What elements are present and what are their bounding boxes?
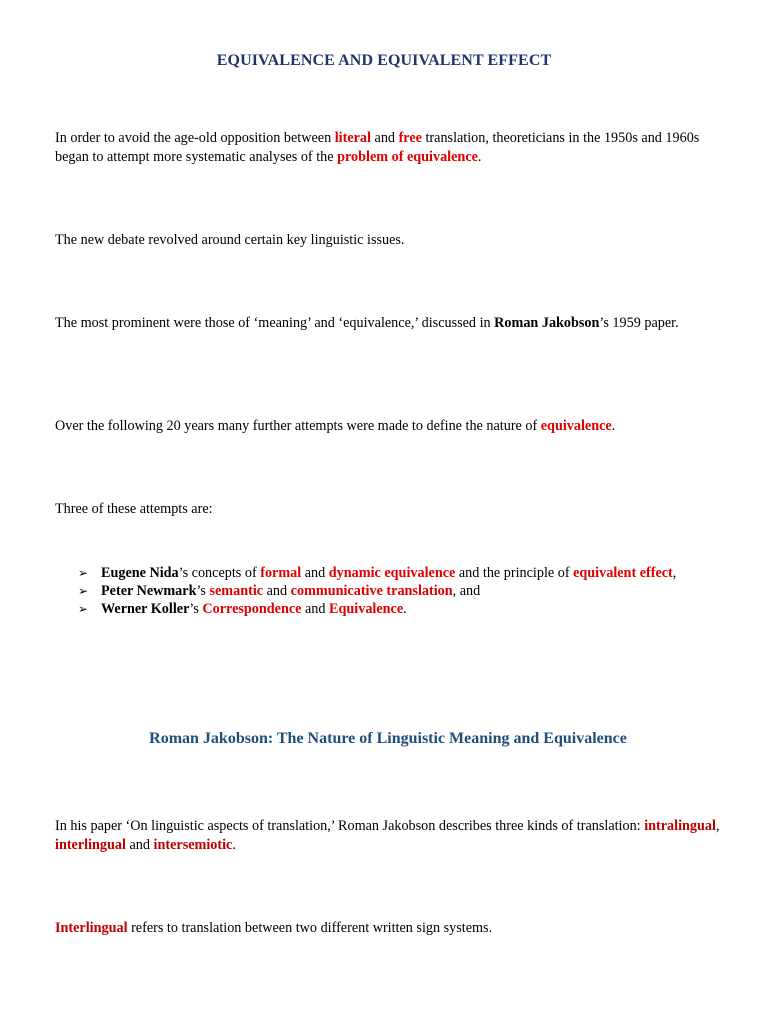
paragraph-prominent — [55, 314, 723, 333]
term-formal: formal — [260, 565, 302, 581]
term-communicative-translation: communicative translation — [290, 583, 453, 599]
term-correspondence: Correspondence — [202, 601, 302, 617]
text: ’s — [189, 601, 203, 617]
term-equivalence-koller: Equivalence — [329, 601, 404, 617]
section-heading: Roman Jakobson: The Nature of Linguistic Meaning and Equivalence — [149, 730, 627, 747]
page-title: EQUIVALENCE AND EQUIVALENT EFFECT — [216, 52, 552, 69]
text: In order to avoid the age-old opposition between — [55, 130, 335, 146]
paragraph-attempts — [55, 417, 723, 436]
text: The most prominent were those of ‘meaning’ and ‘equivalence,’ discussed in — [55, 315, 495, 331]
text: ’s concepts of — [178, 565, 261, 581]
list-item — [78, 600, 718, 618]
text: . — [477, 148, 482, 165]
term-intralingual: intralingual — [644, 818, 716, 834]
text: , — [672, 565, 677, 581]
paragraph-jakobson-paper — [55, 817, 723, 854]
name-werner-koller: Werner Koller — [101, 601, 190, 617]
paragraph-debate: The new debate revolved around certain key linguistic issues. — [55, 232, 405, 248]
list-item — [78, 582, 718, 600]
arrowhead-bullet-icon: ➢ — [78, 584, 89, 598]
paragraph-interlingual — [55, 919, 723, 938]
attempts-list — [78, 564, 718, 618]
term-interlingual: interlingual — [55, 836, 126, 853]
name-roman-jakobson: Roman Jakobson — [494, 315, 600, 331]
text: , and — [452, 583, 481, 599]
text: refers to translation between two different written sign systems. — [127, 920, 493, 936]
text: ’s 1959 paper. — [599, 315, 679, 331]
text: and — [301, 565, 329, 581]
text: and — [301, 601, 330, 617]
text: and the principle of — [455, 565, 574, 581]
text: . — [232, 836, 236, 853]
term-free: free — [398, 130, 422, 146]
list-item — [78, 564, 718, 582]
name-eugene-nida: Eugene Nida — [101, 565, 179, 581]
arrowhead-bullet-icon: ➢ — [78, 602, 89, 616]
text: Over the following 20 years many further attempts were made to define the nature of — [55, 418, 541, 434]
paragraph-three-attempts: Three of these attempts are: — [55, 501, 213, 517]
arrowhead-bullet-icon: ➢ — [78, 566, 89, 580]
text: translation, theoreticians in the 1950s and 1960s began to attempt more systematic analyses of the — [55, 130, 700, 165]
term-semantic: semantic — [209, 583, 264, 599]
text: and — [263, 583, 291, 599]
text: In his paper ‘On linguistic aspects of translation,’ Roman Jakobson describes three kinds of translation: — [55, 818, 645, 834]
term-dynamic-equivalence: dynamic equivalence — [328, 565, 456, 581]
term-problem-of-equivalence: problem of equivalence — [337, 148, 478, 165]
text: and — [370, 130, 399, 146]
term-equivalence: equivalence — [540, 418, 612, 434]
text: ’s — [196, 583, 210, 599]
term-literal: literal — [334, 130, 371, 146]
paragraph-intro — [55, 129, 723, 166]
text: , — [715, 818, 720, 834]
term-equivalent-effect: equivalent effect — [573, 565, 673, 581]
name-peter-newmark: Peter Newmark — [101, 583, 197, 599]
term-interlingual-definition: Interlingual — [55, 920, 128, 936]
text: . — [611, 418, 616, 434]
text: . — [403, 601, 407, 617]
text: and — [125, 836, 154, 853]
term-intersemiotic: intersemiotic — [153, 836, 233, 853]
